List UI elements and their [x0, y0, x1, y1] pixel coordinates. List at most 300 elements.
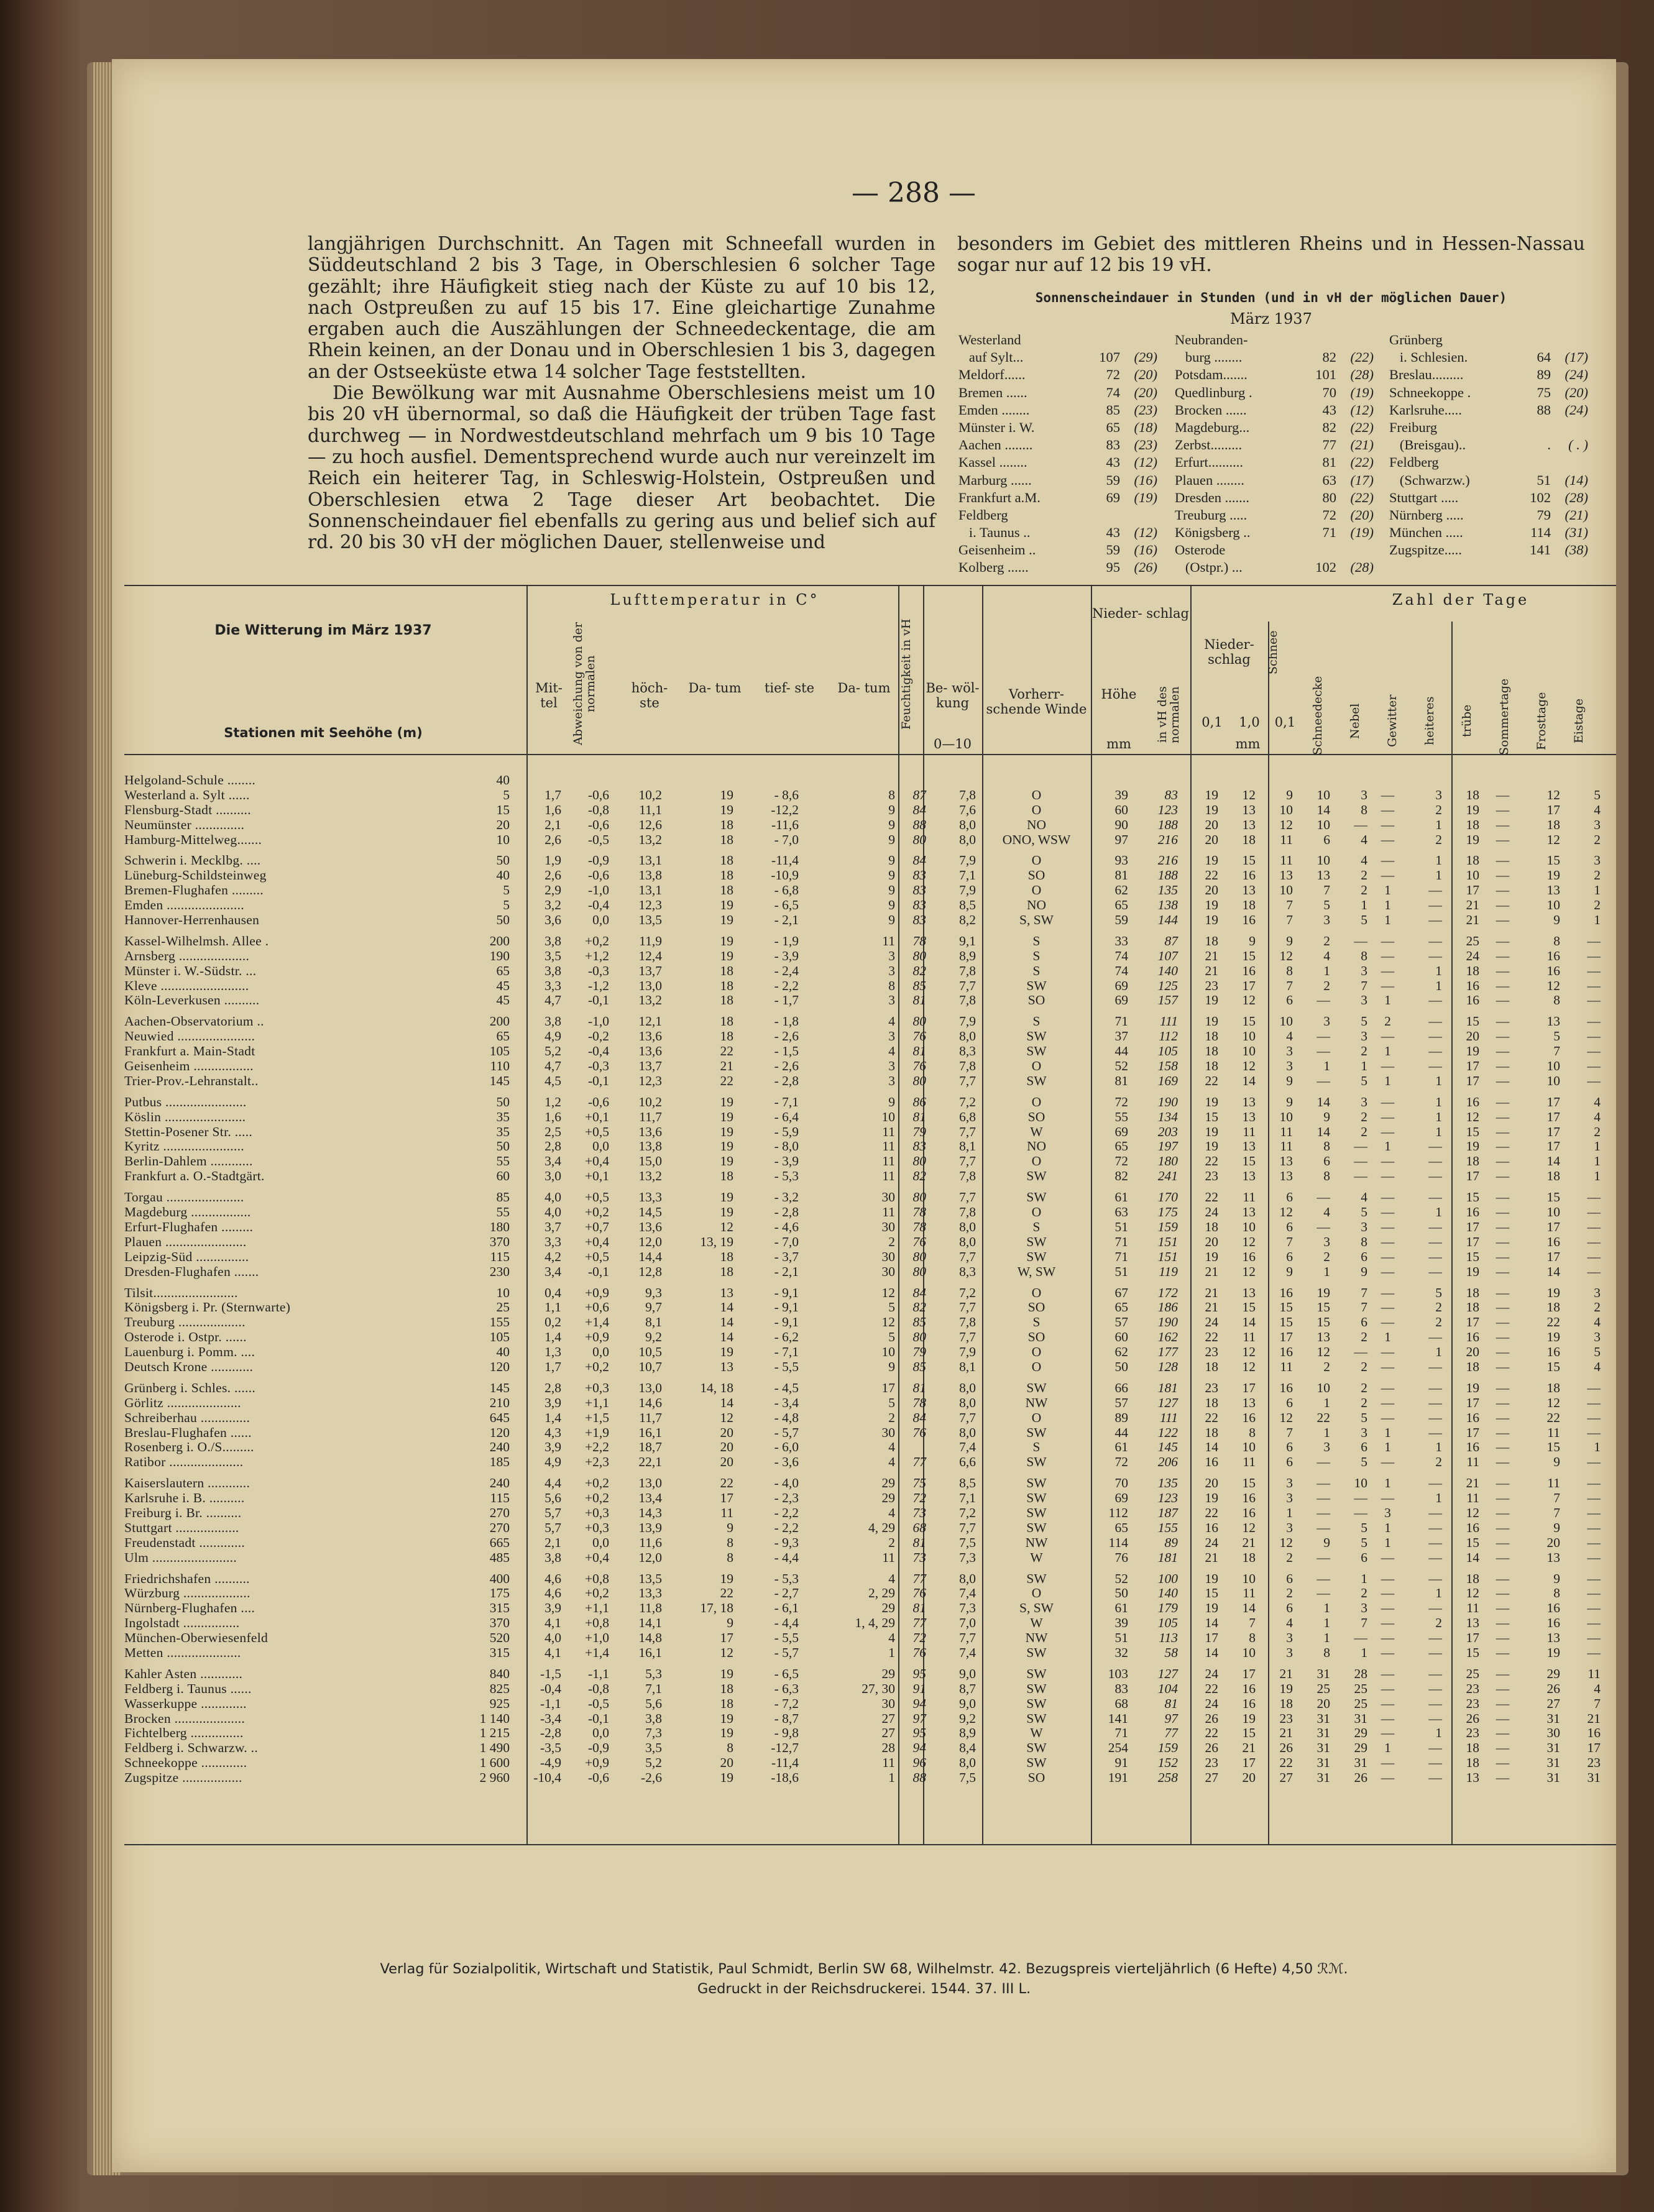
elevation: 485 [489, 1549, 510, 1565]
days-clear: — [1428, 1549, 1442, 1565]
days-precip-01: 19 [1205, 1571, 1218, 1586]
sunshine-entry [958, 524, 1164, 541]
days-precip-10: 18 [1242, 1549, 1256, 1565]
days-snow: 21 [1279, 1666, 1293, 1681]
sunshine-percent: (16) [1134, 472, 1157, 488]
min-temp: -11,4 [771, 853, 799, 868]
days-frost: 10 [1546, 1205, 1560, 1220]
days-precip-01: 19 [1205, 897, 1218, 913]
sunshine-entry [1389, 454, 1594, 471]
station-name: Fichtelberg ............... [124, 1725, 244, 1741]
elevation: 50 [496, 912, 510, 928]
days-snow: 12 [1279, 1410, 1293, 1425]
days-frost: 31 [1546, 1740, 1560, 1756]
min-temp: - 3,2 [774, 1190, 799, 1205]
days-frost: 7 [1553, 1505, 1560, 1520]
mean-temp: 4,7 [544, 993, 561, 1008]
days-snow: 16 [1279, 1285, 1293, 1300]
prevailing-wind: SW [1026, 1520, 1047, 1535]
station-name: Görlitz ..................... [124, 1395, 241, 1410]
max-temp: 7,3 [645, 1725, 662, 1741]
sunshine-station: Plauen ........ [1175, 472, 1244, 488]
days-thunder: 1 [1384, 1475, 1391, 1491]
days-overcast: 21 [1466, 912, 1479, 928]
days-fog: 26 [1354, 1770, 1367, 1786]
days-clear: — [1428, 1249, 1442, 1264]
precip-mm: 50 [1114, 1359, 1128, 1374]
max-date: 14 [720, 1300, 733, 1315]
days-fog: 2 [1361, 1044, 1367, 1059]
mean-temp: 4,4 [544, 1475, 561, 1491]
sunshine-hours: 89 [1537, 367, 1551, 383]
mean-temp: 4,7 [544, 1058, 561, 1074]
elevation: 370 [489, 1615, 510, 1631]
precip-percent: 140 [1157, 963, 1178, 978]
max-temp: 13,2 [638, 832, 662, 847]
max-date: 9 [727, 1615, 733, 1631]
days-ice: — [1587, 933, 1601, 948]
temp-deviation: +0,2 [584, 1586, 609, 1601]
temp-deviation: 0,0 [592, 1139, 609, 1154]
min-temp: - 3,6 [774, 1454, 799, 1470]
days-snow: 11 [1280, 1139, 1293, 1154]
days-frost: 29 [1546, 1666, 1560, 1681]
days-summer: — [1495, 963, 1510, 978]
days-precip-10: 16 [1242, 1505, 1256, 1520]
humidity: 80 [912, 1264, 926, 1279]
cloudiness: 7,0 [959, 1615, 976, 1631]
humidity: 80 [912, 1329, 926, 1345]
days-thunder: — [1381, 1029, 1395, 1044]
table-row [124, 1073, 1616, 1088]
days-snow-cover: 15 [1316, 1300, 1330, 1315]
days-snow-cover: 3 [1323, 1014, 1330, 1029]
days-frost: 17 [1546, 1249, 1560, 1264]
station-name: Wasserkuppe ............. [124, 1696, 247, 1711]
prevailing-wind: NW [1025, 1395, 1048, 1410]
elevation: 20 [496, 817, 510, 832]
days-frost: 16 [1546, 1344, 1560, 1360]
min-date: 5 [888, 1300, 895, 1315]
station-group [124, 1380, 1616, 1469]
days-precip-01: 22 [1205, 1154, 1218, 1169]
station-name: Metten ..................... [124, 1645, 241, 1660]
days-precip-01: 24 [1205, 1666, 1218, 1681]
days-thunder: — [1381, 1249, 1395, 1264]
mean-temp: 2,6 [544, 868, 561, 883]
cloudiness: 7,1 [959, 868, 976, 883]
cloudiness: 8,0 [959, 1571, 976, 1586]
days-summer: — [1495, 1219, 1510, 1234]
days-ice: 3 [1594, 1285, 1601, 1300]
humidity: 81 [912, 1044, 926, 1059]
min-date: 30 [881, 1190, 895, 1205]
publisher-footer: Verlag für Sozialpolitik, Wirtschaft und Statistik, Paul Schmidt, Berlin SW 68, Wilhelmstr. 42. Bezugspreis vierteljährlich (6 Hefte) 4,50 ℛℳ. [380, 1961, 1348, 1977]
max-temp: 3,8 [645, 1710, 662, 1726]
temp-deviation: -0,5 [587, 832, 609, 847]
days-fog: 2 [1361, 1109, 1367, 1124]
days-snow-cover: 20 [1316, 1696, 1330, 1711]
sunshine-entry [958, 541, 1164, 559]
days-fog: 7 [1361, 1300, 1367, 1315]
days-snow-cover: 31 [1316, 1725, 1330, 1741]
elevation: 230 [489, 1264, 510, 1279]
precip-percent: 152 [1157, 1755, 1178, 1771]
days-ice: 4 [1594, 1094, 1601, 1109]
days-summer: — [1495, 1666, 1510, 1681]
precip-mm: 61 [1114, 1439, 1128, 1455]
min-temp: - 8,7 [774, 1710, 799, 1726]
days-snow: 19 [1279, 1681, 1293, 1696]
min-temp: - 1,7 [774, 993, 799, 1008]
days-precip-01: 20 [1205, 1234, 1218, 1249]
days-frost: 18 [1546, 817, 1560, 832]
humidity: 76 [912, 1234, 926, 1249]
prevailing-wind: S [1032, 1315, 1041, 1330]
max-temp: 3,5 [645, 1740, 662, 1756]
days-frost: 15 [1546, 1439, 1560, 1455]
max-date: 19 [720, 1344, 733, 1360]
days-summer: — [1495, 1044, 1510, 1059]
sunshine-percent: (26) [1134, 559, 1157, 576]
days-snow-cover: — [1316, 1219, 1330, 1234]
days-overcast: 16 [1466, 1094, 1479, 1109]
days-ice: 4 [1594, 802, 1601, 817]
humidity: 87 [912, 787, 926, 802]
temp-deviation: 0,0 [592, 1535, 609, 1550]
days-fog: — [1354, 1154, 1367, 1169]
prevailing-wind: S [1032, 1439, 1041, 1455]
precip-percent: 180 [1157, 1154, 1178, 1169]
days-frost: 16 [1546, 1615, 1560, 1631]
days-snow-cover: — [1316, 1571, 1330, 1586]
days-frost: 15 [1546, 1190, 1560, 1205]
days-snow: 15 [1279, 1300, 1293, 1315]
precip-percent: 111 [1159, 1014, 1178, 1029]
cloudiness: 7,8 [959, 963, 976, 978]
days-snow-cover: 1 [1323, 1600, 1330, 1616]
precip-mm: 62 [1114, 883, 1128, 898]
station-name: Rosenberg i. O./S......... [124, 1439, 254, 1455]
days-precip-10: 13 [1242, 1139, 1256, 1154]
station-name: Köln-Leverkusen .......... [124, 993, 260, 1008]
prevailing-wind: W [1030, 1549, 1043, 1565]
station-name: Freiburg i. Br. .......... [124, 1505, 242, 1520]
elevation: 35 [496, 1109, 510, 1124]
humidity: 82 [912, 1168, 926, 1184]
days-summer: — [1495, 1380, 1510, 1395]
cloudiness: 7,2 [959, 1285, 976, 1300]
days-overcast: 18 [1466, 1154, 1479, 1169]
max-date: 19 [720, 1154, 733, 1169]
elevation: 15 [496, 802, 510, 817]
station-name: Putbus ....................... [124, 1094, 247, 1109]
temp-deviation: -0,9 [587, 1740, 609, 1756]
days-thunder: — [1381, 1154, 1395, 1169]
days-ice: 16 [1587, 1725, 1601, 1741]
days-overcast: 11 [1466, 1490, 1479, 1506]
elevation: 270 [489, 1520, 510, 1535]
days-precip-10: 16 [1242, 868, 1256, 883]
precip-percent: 188 [1157, 817, 1178, 832]
precip-percent: 181 [1157, 1549, 1178, 1565]
mean-temp: -0,4 [540, 1681, 561, 1696]
days-frost: 20 [1546, 1535, 1560, 1550]
days-precip-10: 18 [1242, 832, 1256, 847]
min-date: 29 [881, 1490, 895, 1506]
days-clear: 1 [1435, 1205, 1442, 1220]
min-date: 29 [881, 1600, 895, 1616]
max-temp: 9,2 [645, 1329, 662, 1345]
max-date: 17, 18 [700, 1600, 733, 1616]
mean-temp: 4,6 [544, 1586, 561, 1601]
mean-temp: 4,2 [544, 1249, 561, 1264]
min-temp: -18,6 [771, 1770, 799, 1786]
days-overcast: 17 [1466, 1425, 1479, 1440]
days-snow-cover: 25 [1316, 1681, 1330, 1696]
days-clear: — [1428, 933, 1442, 948]
min-date: 9 [888, 817, 895, 832]
prevailing-wind: SO [1027, 1300, 1045, 1315]
max-date: 14 [720, 1329, 733, 1345]
sunshine-entry [1389, 507, 1594, 524]
temp-deviation: +0,8 [584, 1571, 609, 1586]
days-thunder: 1 [1384, 1740, 1391, 1756]
station-name: Friedrichshafen .......... [124, 1571, 250, 1586]
elevation: 55 [496, 1154, 510, 1169]
precip-percent: 83 [1164, 787, 1178, 802]
max-date: 20 [720, 1755, 733, 1771]
temp-deviation: -1,2 [587, 978, 609, 993]
sunshine-station: auf Sylt... [958, 349, 1024, 365]
min-temp: - 4,5 [774, 1380, 799, 1395]
prevailing-wind: ONO, WSW [1002, 832, 1071, 847]
table-row [124, 963, 1616, 978]
temp-deviation: +0,6 [584, 1300, 609, 1315]
days-ice: 3 [1594, 853, 1601, 868]
days-summer: — [1495, 1696, 1510, 1711]
sunshine-hours: 72 [1106, 367, 1120, 383]
station-name: Berlin-Dahlem ............ [124, 1154, 253, 1169]
table-row [124, 1571, 1616, 1586]
max-temp: -2,6 [640, 1770, 662, 1786]
precip-percent: 127 [1157, 1666, 1178, 1681]
temp-deviation: +0,2 [584, 1205, 609, 1220]
min-date: 11 [882, 1139, 895, 1154]
cloudiness-header: Be- wöl- kung [926, 681, 980, 710]
days-thunder: — [1381, 1219, 1395, 1234]
prevailing-wind: O [1031, 787, 1042, 802]
days-overcast: 19 [1466, 1380, 1479, 1395]
days-thunder: — [1381, 1380, 1395, 1395]
station-group [124, 1095, 1616, 1183]
sunshine-station: Meldorf...... [958, 367, 1026, 383]
min-temp: - 7,1 [774, 1094, 799, 1109]
sunshine-station: Königsberg .. [1175, 525, 1251, 541]
sunshine-station: Westerland [958, 332, 1021, 347]
max-temp: 13,8 [638, 1139, 662, 1154]
max-date: 13, 19 [700, 1234, 733, 1249]
days-snow-cover: 2 [1323, 933, 1330, 948]
sunshine-station: Geisenheim .. [958, 542, 1036, 558]
weather-table-body [124, 773, 1616, 1791]
min-temp: - 3,4 [774, 1395, 799, 1410]
precip-mm: 59 [1114, 912, 1128, 928]
table-bottom-rule [124, 1844, 1616, 1845]
temp-deviation: +0,4 [584, 1154, 609, 1169]
elevation: 1 490 [479, 1740, 510, 1756]
cloudiness: 7,9 [959, 1014, 976, 1029]
station-group [124, 1285, 1616, 1374]
days-thunder: — [1381, 1285, 1395, 1300]
precip-mm: 254 [1108, 1740, 1128, 1756]
days-summer: — [1495, 1410, 1510, 1425]
days-ice: 1 [1594, 883, 1601, 898]
days-thunder: — [1381, 853, 1395, 868]
days-summer: — [1495, 1710, 1510, 1726]
precip-percent: 216 [1157, 853, 1178, 868]
days-precip-01: 19 [1205, 1249, 1218, 1264]
days-fog: 2 [1361, 1586, 1367, 1601]
days-precip-10: 11 [1243, 1329, 1256, 1345]
days-precip-01: 19 [1205, 1139, 1218, 1154]
sunshine-percent: (22) [1350, 489, 1374, 505]
days-thunder: — [1381, 1315, 1395, 1330]
days-overcast: 25 [1466, 1666, 1479, 1681]
temp-deviation: +1,4 [584, 1645, 609, 1660]
mean-temp: 2,9 [544, 883, 561, 898]
sunshine-station: Feldberg [1389, 454, 1439, 470]
max-temp: 11,7 [639, 1410, 662, 1425]
days-precip-01: 18 [1205, 1058, 1218, 1074]
days-frost: 15 [1546, 1359, 1560, 1374]
table-row [124, 897, 1616, 912]
precip-mm: 72 [1114, 1094, 1128, 1109]
temp-deviation: +0,2 [584, 1359, 609, 1374]
max-date: 14, 18 [700, 1380, 733, 1395]
days-summer: — [1495, 912, 1510, 928]
days-thunder: 3 [1384, 1505, 1391, 1520]
max-temp: 10,7 [638, 1359, 662, 1374]
elevation: 155 [489, 1315, 510, 1330]
days-precip-01: 15 [1205, 1109, 1218, 1124]
sunshine-station: i. Schlesien. [1389, 349, 1468, 365]
days-snow: 2 [1286, 1586, 1293, 1601]
temp-deviation: -0,8 [587, 802, 609, 817]
days-snow-cover: — [1316, 993, 1330, 1008]
cloudiness: 7,7 [959, 1329, 976, 1345]
days-ice: 4 [1594, 1109, 1601, 1124]
deviation-header: Abweichung von der normalen [571, 622, 597, 745]
max-temp: 9,3 [645, 1285, 662, 1300]
precip-percent: 134 [1157, 1109, 1178, 1124]
days-precip-01: 18 [1205, 1395, 1218, 1410]
sunshine-percent: (22) [1350, 419, 1374, 435]
days-snow-cover: 1 [1323, 1630, 1330, 1646]
sunshine-station: Münster i. W. [958, 419, 1035, 435]
days-snow-cover: 12 [1316, 1344, 1330, 1360]
days-ice: 2 [1594, 897, 1601, 913]
days-precip-01: 21 [1205, 1549, 1218, 1565]
days-snow: 27 [1279, 1770, 1293, 1786]
elevation: 1 140 [479, 1710, 510, 1726]
days-snow: 10 [1279, 1014, 1293, 1029]
min-temp: - 3,7 [774, 1249, 799, 1264]
cloudiness: 8,7 [959, 1681, 976, 1696]
temp-deviation: +0,1 [584, 1168, 609, 1184]
max-date: 17 [720, 1490, 733, 1506]
document-page [112, 59, 1616, 2172]
sunshine-station: Frankfurt a.M. [958, 489, 1041, 505]
days-overcast: 25 [1466, 933, 1479, 948]
days-thunder: 1 [1384, 993, 1391, 1008]
max-date: 19 [720, 912, 733, 928]
days-frost: 15 [1546, 853, 1560, 868]
days-snow: 15 [1279, 1315, 1293, 1330]
min-temp: - 5,3 [774, 1571, 799, 1586]
sunshine-hours: . [1547, 437, 1551, 453]
max-temp: 13,5 [638, 1571, 662, 1586]
sunshine-station: Magdeburg... [1175, 419, 1250, 435]
days-clear: 1 [1435, 1439, 1442, 1455]
days-ice: — [1587, 1535, 1601, 1550]
cloudiness: 7,7 [959, 1154, 976, 1169]
days-clear: — [1428, 1139, 1442, 1154]
sunshine-entry [1175, 541, 1380, 559]
max-temp: 13,0 [638, 978, 662, 993]
sunshine-station: Erfurt.......... [1175, 454, 1243, 470]
prevailing-wind: O [1031, 1058, 1042, 1074]
precip-percent: 190 [1157, 1315, 1178, 1330]
days-snow-cover: 3 [1323, 1439, 1330, 1455]
days-precip-01: 24 [1205, 1205, 1218, 1220]
table-row [124, 853, 1616, 868]
table-row [124, 1205, 1616, 1219]
elevation: 40 [496, 1344, 510, 1360]
station-name: Ulm ........................ [124, 1549, 237, 1565]
min-date: 2 [888, 1410, 895, 1425]
min-date: 9 [888, 1359, 895, 1374]
station-name: Dresden-Flughafen ....... [124, 1264, 259, 1279]
table-row [124, 1044, 1616, 1058]
days-frost: 19 [1546, 1285, 1560, 1300]
elevation: 65 [496, 963, 510, 978]
max-date: 14 [720, 1395, 733, 1410]
days-clear: 1 [1435, 978, 1442, 993]
days-summer: — [1495, 787, 1510, 802]
days-ice: — [1587, 978, 1601, 993]
prevailing-wind: W [1030, 1615, 1043, 1631]
days-precip-01: 22 [1205, 1329, 1218, 1345]
days-ice: — [1587, 1475, 1601, 1491]
station-name: Helgoland-Schule ........ [124, 773, 256, 787]
days-clear: 1 [1435, 1073, 1442, 1088]
days-summer: — [1495, 1073, 1510, 1088]
days-frost: 8 [1553, 993, 1560, 1008]
station-name: Aachen-Observatorium .. [124, 1014, 264, 1029]
sunshine-entry [1175, 524, 1380, 541]
days-overcast: 14 [1466, 1549, 1479, 1565]
max-date: 22 [720, 1044, 733, 1059]
elevation: 40 [496, 868, 510, 883]
days-snow-cover: 10 [1316, 853, 1330, 868]
sunshine-percent: (12) [1134, 525, 1157, 541]
min-temp: - 2,6 [774, 1058, 799, 1074]
days-ice: 2 [1594, 868, 1601, 883]
sunshine-entry [1175, 489, 1380, 507]
days-snow: 16 [1279, 1380, 1293, 1395]
mean-temp: 3,3 [544, 1234, 561, 1249]
